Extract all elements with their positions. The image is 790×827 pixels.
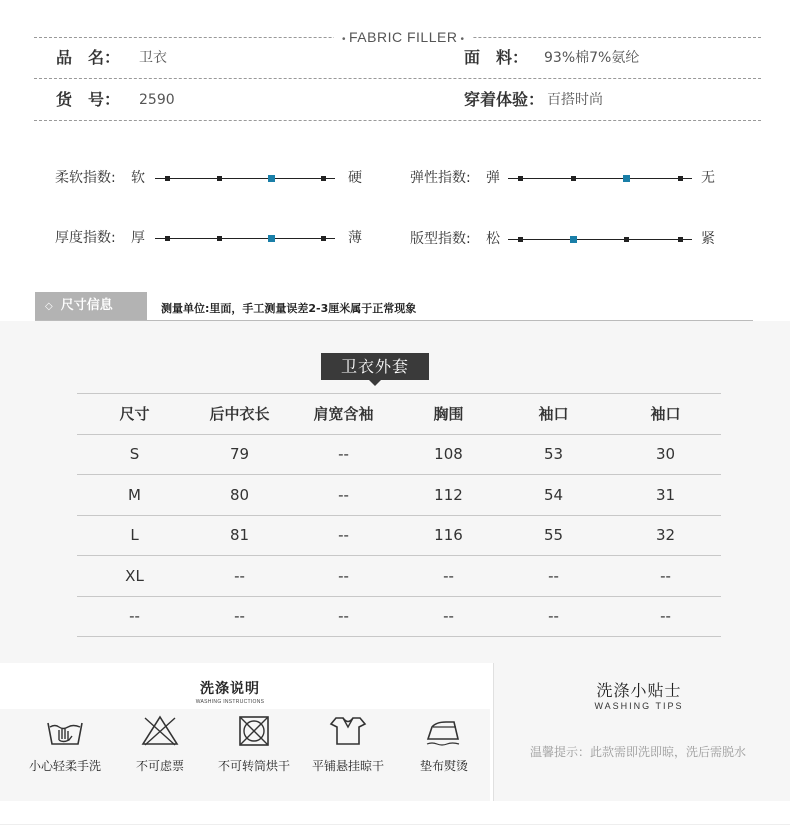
- table-cell: S: [77, 434, 192, 475]
- table-header-row: [77, 394, 721, 435]
- wash-item-label: 不可转筒烘干: [217, 759, 290, 773]
- index-marker: [678, 237, 683, 242]
- tips-text: 温馨提示：此款需即洗即晾，洗后需脱水: [530, 745, 747, 759]
- index-track: [508, 178, 692, 179]
- table-cell: 112: [400, 475, 497, 516]
- table-cell: --: [287, 596, 400, 637]
- wash-item: [303, 715, 393, 774]
- table-cell: --: [287, 475, 400, 516]
- table-cell: 55: [497, 515, 610, 556]
- flat-dry-icon: [328, 715, 368, 747]
- thickness-index: [55, 227, 375, 249]
- index-low-label: 软: [131, 170, 145, 186]
- footer-area: [0, 801, 790, 827]
- tips-title: 洗涤小贴士: [596, 681, 682, 700]
- table-cell: --: [192, 596, 287, 637]
- washing-tips: [493, 663, 790, 801]
- index-marker-active: [623, 175, 630, 182]
- index-label: 弹性指数:: [410, 170, 471, 186]
- index-track: [508, 239, 692, 240]
- table-row: [77, 515, 721, 556]
- table-cell: 31: [610, 475, 721, 516]
- table-cell: L: [77, 515, 192, 556]
- table-cell: 80: [192, 475, 287, 516]
- title-pointer: [369, 380, 381, 386]
- index-marker: [571, 176, 576, 181]
- fabric-value: 93%棉7%氨纶: [544, 50, 640, 66]
- index-label: 版型指数:: [410, 231, 471, 247]
- table-cell: --: [610, 596, 721, 637]
- table-cell: M: [77, 475, 192, 516]
- washing-heading: [0, 678, 460, 705]
- no-bleach-icon: [140, 715, 180, 747]
- wash-item-label: 小心轻柔手洗: [28, 759, 101, 773]
- table-cell: --: [400, 556, 497, 597]
- table-header-cell: 袖口: [610, 394, 721, 435]
- measurement-note: 测量单位:里面，手工测量误差2-3厘米属于正常现象: [161, 302, 417, 315]
- size-table: [77, 393, 721, 637]
- index-high-label: 硬: [348, 170, 362, 186]
- info-row: [34, 79, 761, 121]
- table-cell: --: [497, 596, 610, 637]
- table-row: [77, 556, 721, 597]
- index-label: 柔软指数:: [55, 170, 116, 186]
- table-cell: XL: [77, 556, 192, 597]
- index-marker: [678, 176, 683, 181]
- index-marker: [165, 236, 170, 241]
- footer-divider: [0, 824, 790, 825]
- wash-item: [399, 715, 489, 774]
- index-track: [155, 178, 335, 179]
- wash-item: [20, 715, 110, 774]
- index-low-label: 松: [486, 231, 500, 247]
- header-title: • FABRIC FILLER •: [334, 28, 472, 49]
- fabric-label: 面 料：: [464, 48, 529, 67]
- table-cell: 79: [192, 434, 287, 475]
- table-cell: --: [192, 556, 287, 597]
- table-cell: 32: [610, 515, 721, 556]
- table-cell: 54: [497, 475, 610, 516]
- index-marker: [518, 176, 523, 181]
- elasticity-index: [410, 167, 730, 189]
- wash-item: [115, 715, 205, 774]
- table-cell: 108: [400, 434, 497, 475]
- table-row: [77, 475, 721, 516]
- index-marker: [165, 176, 170, 181]
- wash-item-label: 平铺悬挂晾干: [311, 759, 384, 773]
- hand-wash-icon: [45, 715, 85, 747]
- table-header-cell: 胸围: [400, 394, 497, 435]
- table-cell: --: [610, 556, 721, 597]
- wash-item-label: 垫布熨烫: [419, 759, 468, 773]
- iron-icon: [424, 715, 464, 747]
- index-marker: [321, 176, 326, 181]
- table-cell: --: [77, 596, 192, 637]
- size-info-tag-label: 尺寸信息: [60, 298, 113, 313]
- wear-experience-value: 百搭时尚: [547, 92, 603, 108]
- table-cell: --: [287, 434, 400, 475]
- item-number-label: 货 号：: [56, 90, 121, 109]
- index-marker: [518, 237, 523, 242]
- table-cell: --: [287, 556, 400, 597]
- product-name-value: 卫衣: [139, 50, 167, 66]
- item-number-value: 2590: [139, 92, 175, 108]
- index-label: 厚度指数:: [55, 230, 116, 246]
- index-high-label: 紧: [701, 231, 715, 247]
- size-info-tag: [35, 292, 147, 320]
- table-cell: 116: [400, 515, 497, 556]
- table-row: [77, 434, 721, 475]
- info-row: [34, 37, 761, 79]
- index-marker-active: [570, 236, 577, 243]
- table-header-cell: 后中衣长: [192, 394, 287, 435]
- washing-instructions: [0, 663, 490, 801]
- tips-subtitle: WASHING TIPS: [594, 701, 684, 711]
- diamond-icon: ◇: [45, 301, 53, 312]
- table-cell: --: [400, 596, 497, 637]
- index-low-label: 弹: [486, 170, 500, 186]
- index-marker-active: [268, 175, 275, 182]
- tips-heading: [494, 678, 784, 711]
- index-marker: [321, 236, 326, 241]
- size-info-bar: [35, 292, 753, 321]
- index-marker: [624, 237, 629, 242]
- index-marker: [217, 176, 222, 181]
- index-high-label: 薄: [348, 230, 362, 246]
- softness-index: [55, 167, 375, 189]
- table-cell: 30: [610, 434, 721, 475]
- index-marker: [217, 236, 222, 241]
- table-cell: --: [497, 556, 610, 597]
- no-tumble-dry-icon: [234, 715, 274, 747]
- table-cell: 81: [192, 515, 287, 556]
- index-high-label: 无: [701, 170, 715, 186]
- table-header-cell: 肩宽含袖: [287, 394, 400, 435]
- index-low-label: 厚: [131, 230, 145, 246]
- index-track: [155, 238, 335, 239]
- product-name-label: 品 名：: [56, 48, 121, 67]
- index-marker-active: [268, 235, 275, 242]
- washing-title: 洗涤说明: [200, 681, 260, 697]
- table-title: [321, 353, 429, 380]
- table-cell: 53: [497, 434, 610, 475]
- washing-subtitle: WASHING INSTRUCTIONS: [195, 699, 265, 705]
- fit-index: [410, 228, 730, 250]
- wash-item: [209, 715, 299, 774]
- wash-item-label: 不可虑票: [135, 759, 184, 773]
- table-header-cell: 尺寸: [77, 394, 192, 435]
- table-row: [77, 596, 721, 637]
- table-cell: --: [287, 515, 400, 556]
- table-title-text: 卫衣外套: [340, 357, 409, 376]
- wear-experience-label: 穿着体验：: [464, 90, 545, 109]
- table-header-cell: 袖口: [497, 394, 610, 435]
